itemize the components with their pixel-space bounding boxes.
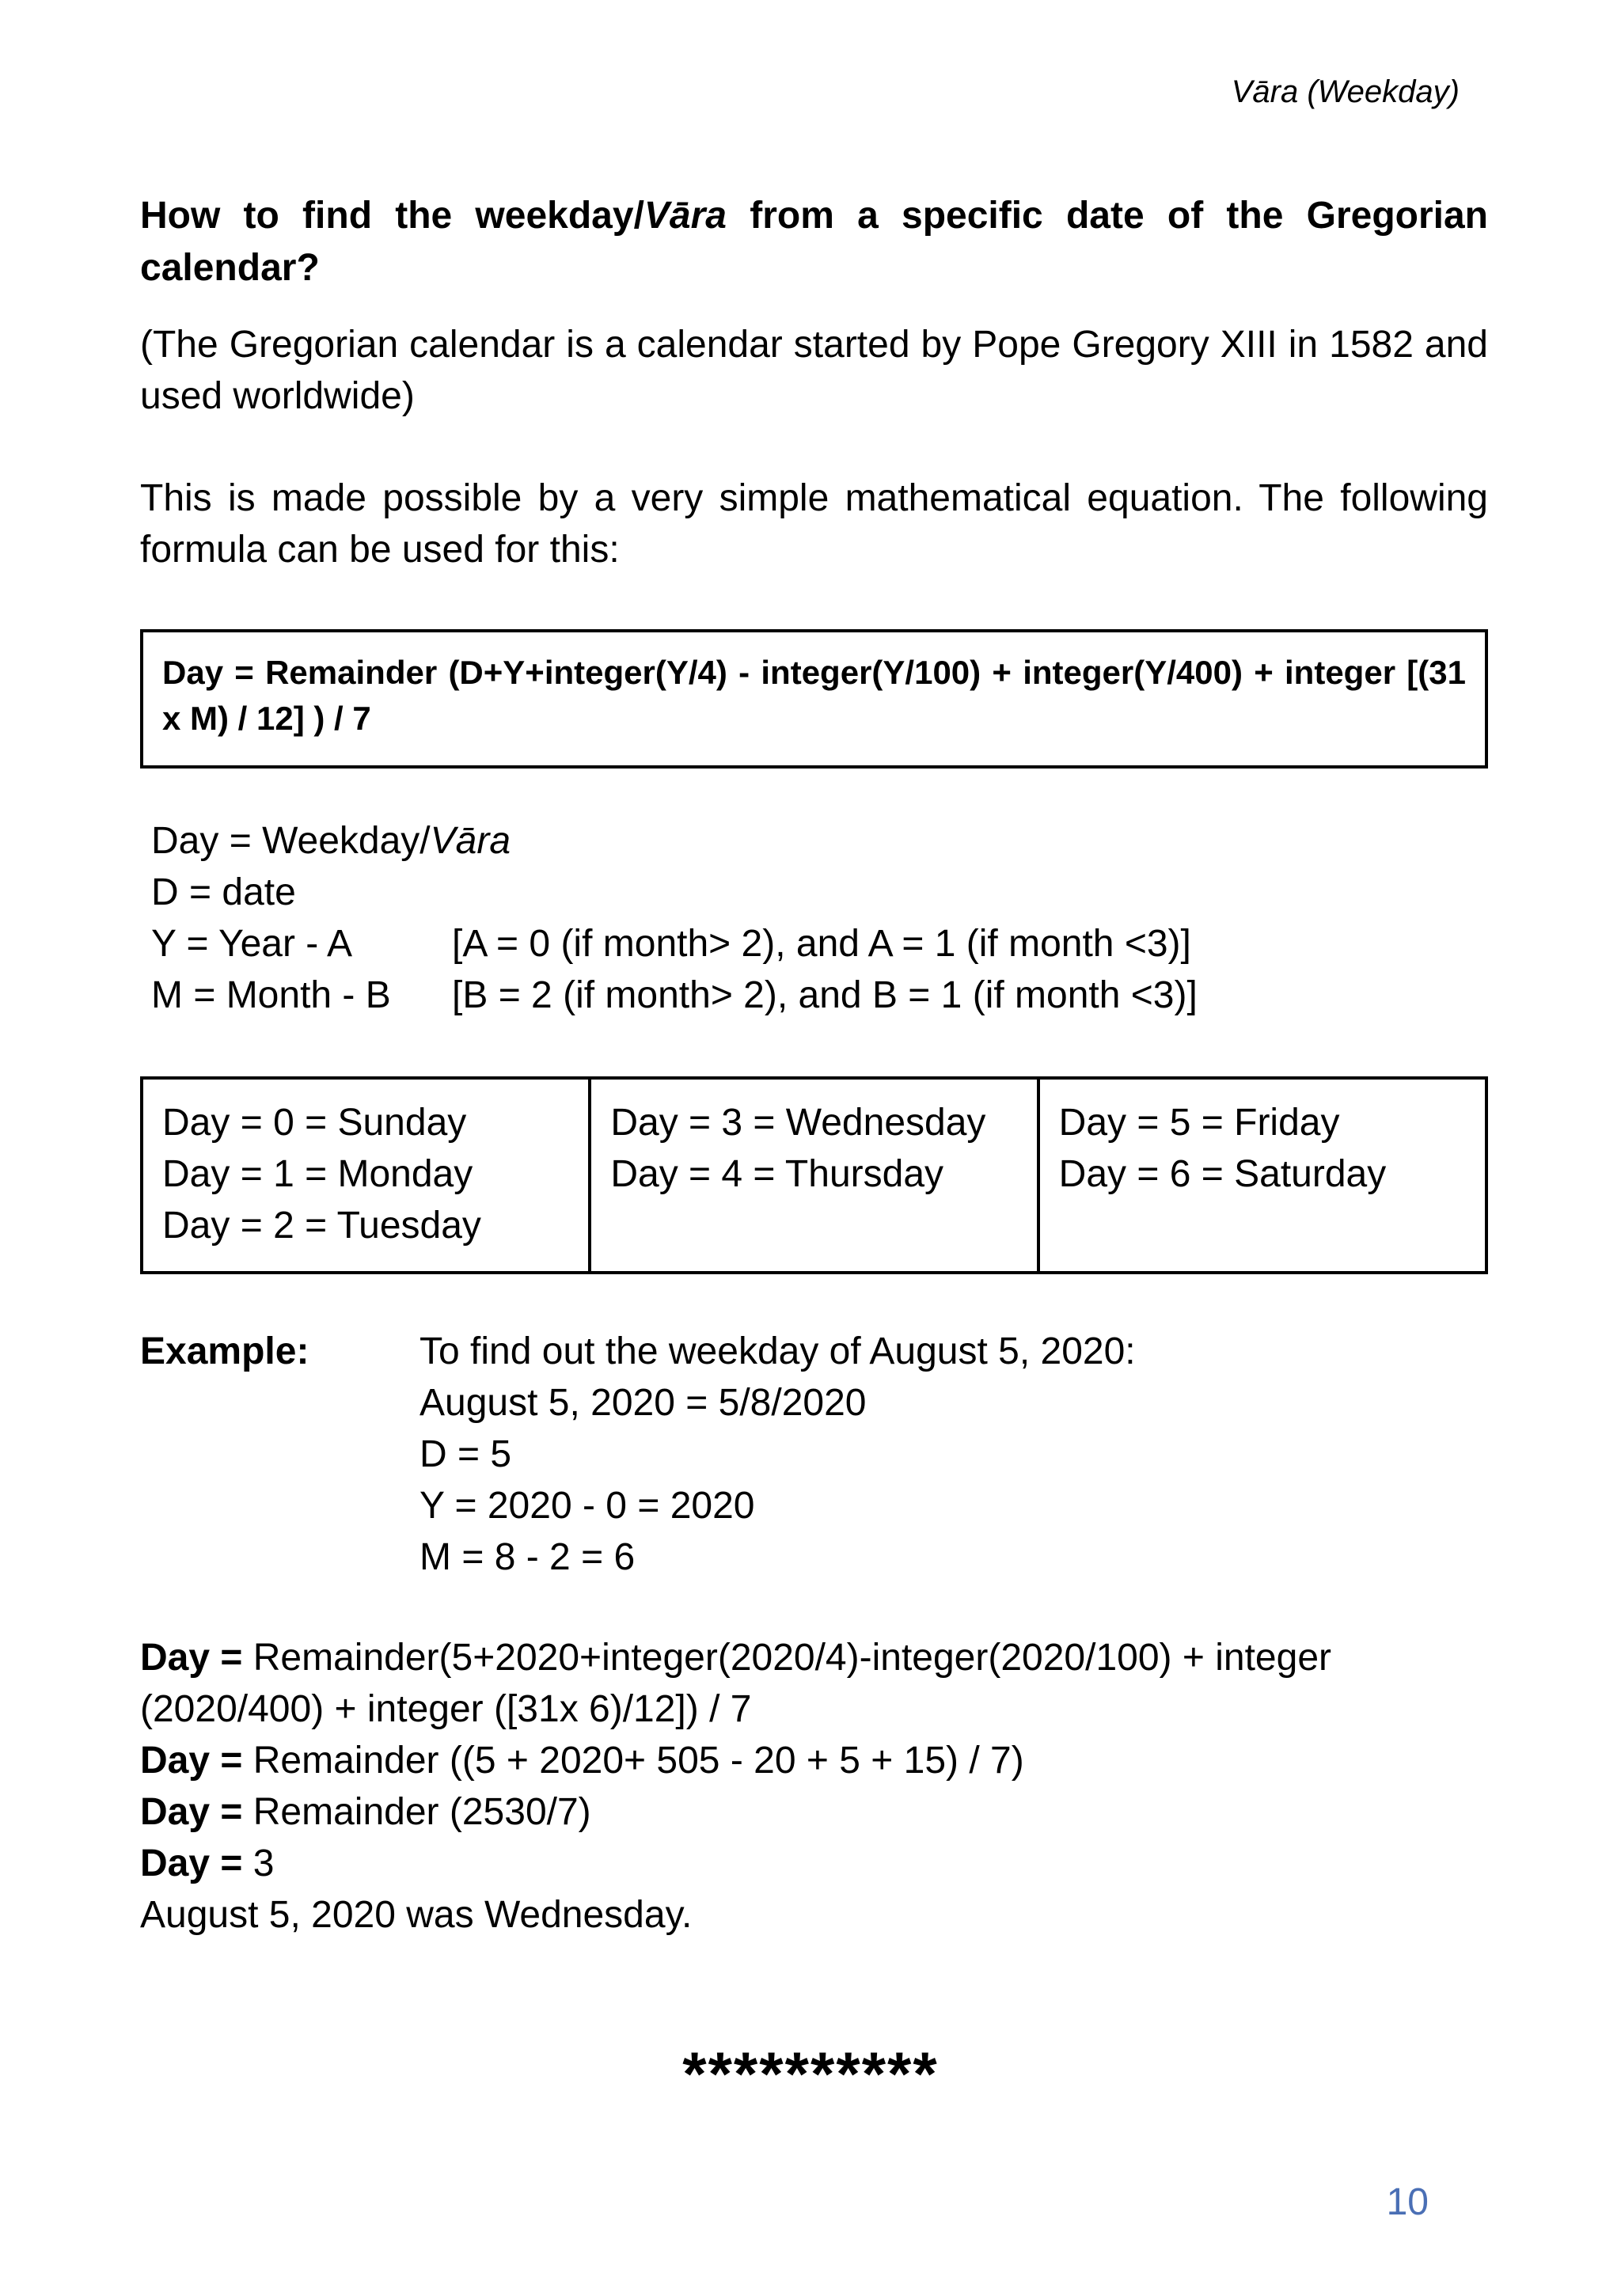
weekday-table-cell: Day = 5 = Friday [1058,1102,1340,1144]
example-line: August 5, 2020 = 5/8/2020 [419,1382,867,1424]
variable-row-m [151,970,1198,1021]
heading-italic: Vāra [643,195,727,237]
variable-day-prefix: Day = Weekday/ [151,820,431,862]
formula-text: Day = Remainder (D+Y+integer(Y/4) - integer(Y/100) + integer(Y/400) + integer [(31 x M) / 12] ) / 7 [162,654,1466,737]
weekday-table-cell: Day = 3 = Wednesday [610,1102,986,1144]
weekday-table-column-2 [588,1080,1036,1271]
calculation-conclusion [140,1889,1488,1941]
weekday-table-column-3 [1037,1080,1485,1271]
heading-part1: How to find the weekday/ [140,195,644,237]
variable-day-italic: Vāra [430,820,511,862]
example-line: To find out the weekday of August 5, 2020: [419,1330,1136,1372]
weekday-table-cell: Day = 1 = Monday [162,1153,473,1195]
example-line: Y = 2020 - 0 = 2020 [419,1485,755,1527]
running-head-weekday: (Weekday) [1298,74,1460,109]
running-head [1232,74,1460,110]
example-lines [419,1326,1136,1583]
calculation-text: (2020/400) + integer ([31x 6)/12]) / 7 [140,1688,752,1730]
calculation-text: Remainder(5+2020+integer(2020/4)-integer(2020/100) + integer [252,1637,1331,1679]
calculation-label: Day = [140,1791,253,1833]
weekday-table-cell: Day = 2 = Tuesday [162,1205,481,1247]
calculation-label: Day = [140,1637,253,1679]
variable-row-y [151,918,1198,970]
weekday-table-cell: Day = 0 = Sunday [162,1102,467,1144]
example-line: D = 5 [419,1433,512,1475]
intro-note: (The Gregorian calendar is a calendar started by Pope Gregory XIII in 1582 and used worldwide) [140,324,1488,417]
running-head-vara: Vāra [1231,74,1299,109]
calculation-line [140,1632,1488,1683]
weekday-table-cell: Day = 4 = Thursday [610,1153,944,1195]
calculation-line [140,1683,1488,1735]
example-line: M = 8 - 2 = 6 [419,1536,636,1578]
calculation-text: Remainder (2530/7) [252,1791,591,1833]
weekday-table-column-1 [143,1080,588,1271]
section-separator: ********** [682,2039,939,2108]
calculation-line [140,1838,1488,1889]
weekday-table [140,1076,1488,1274]
variable-value: [A = 0 (if month> 2), and A = 1 (if month <3)] [452,923,1191,965]
variable-value: [B = 2 (if month> 2), and B = 1 (if month <3)] [452,974,1198,1016]
variable-key: D = date [151,871,296,913]
variable-definitions [151,815,1198,1021]
example-label: Example: [140,1330,309,1372]
heading-part2: from a specific date of the Gregorian calendar? [140,195,1488,289]
weekday-table-cell: Day = 6 = Saturday [1058,1153,1387,1195]
calculation-line [140,1786,1488,1838]
intro-paragraph: This is made possible by a very simple mathematical equation. The following formula can be used for this: [140,477,1488,571]
calculation-text: August 5, 2020 was Wednesday. [140,1894,693,1936]
variable-key: M = Month - B [151,974,391,1016]
calculation-line [140,1735,1488,1786]
calculation-label: Day = [140,1842,253,1884]
calculation-text: Remainder ((5 + 2020+ 505 - 20 + 5 + 15) / 7) [252,1740,1024,1782]
variable-key: Y = Year - A [151,923,352,965]
calculation-text: 3 [252,1842,275,1884]
section-heading [140,190,1488,294]
calculation-steps [140,1632,1488,1941]
variable-row-d [151,867,1198,918]
formula-box [140,629,1488,768]
variable-row-day [151,815,1198,867]
calculation-label: Day = [140,1740,253,1782]
page-number: 10 [1386,2181,1429,2223]
